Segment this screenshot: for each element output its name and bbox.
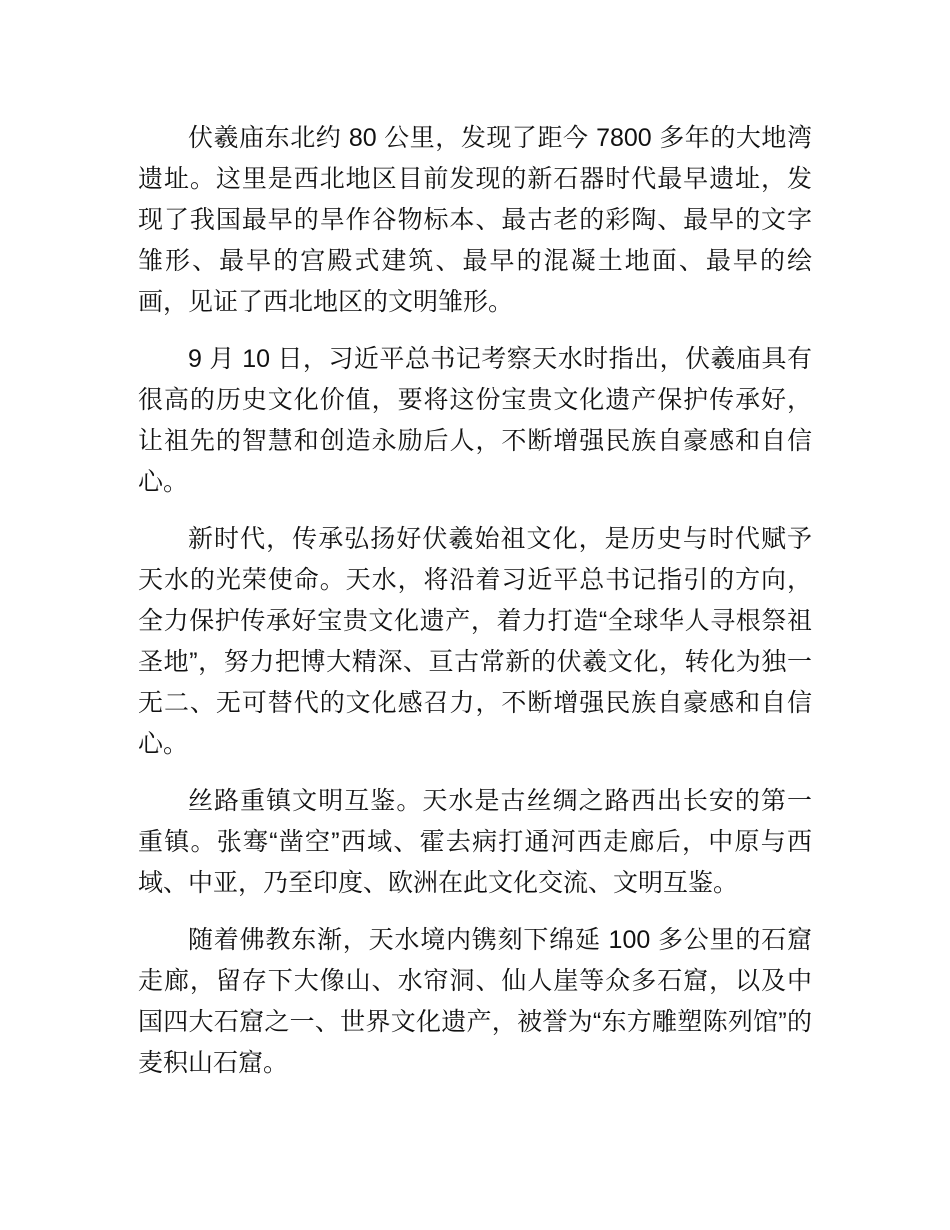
paragraph-september-10-inspection: 9 月 10 日，习近平总书记考察天水时指出，伏羲庙具有很高的历史文化价值，要将这份宝贵文化遗产保护传承好，让祖先的智慧和创造永励后人，不断增强民族自豪感和自信心。	[138, 345, 812, 496]
paragraph-grotto-corridor: 随着佛教东渐，天水境内镌刻下绵延 100 多公里的石窟走廊，留存下大像山、水帘洞、仙人崖等众多石窟，以及中国四大石窟之一、世界文化遗产，被誉为“东方雕塑陈列馆”的麦积山石窟。	[138, 926, 812, 1077]
paragraph-dadiwan-site: 伏羲庙东北约 80 公里，发现了距今 7800 多年的大地湾遗址。这里是西北地区目前发现的新石器时代最早遗址，发现了我国最早的旱作谷物标本、最古老的彩陶、最早的文字雏形、最早的宫殿式建筑、最早的混凝土地面、最早的绘画，见证了西北地区的文明雏形。	[138, 124, 812, 316]
paragraph-new-era-fuxi-culture: 新时代，传承弘扬好伏羲始祖文化，是历史与时代赋予天水的光荣使命。天水，将沿着习近平总书记指引的方向，全力保护传承好宝贵文化遗产，着力打造“全球华人寻根祭祖圣地”，努力把博大精深、亘古常新的伏羲文化，转化为独一无二、无可替代的文化感召力，不断增强民族自豪感和自信心。	[138, 525, 812, 758]
paragraph-silk-road-hub: 丝路重镇文明互鉴。天水是古丝绸之路西出长安的第一重镇。张骞“凿空”西域、霍去病打通河西走廊后，中原与西域、中亚，乃至印度、欧洲在此文化交流、文明互鉴。	[138, 787, 812, 897]
